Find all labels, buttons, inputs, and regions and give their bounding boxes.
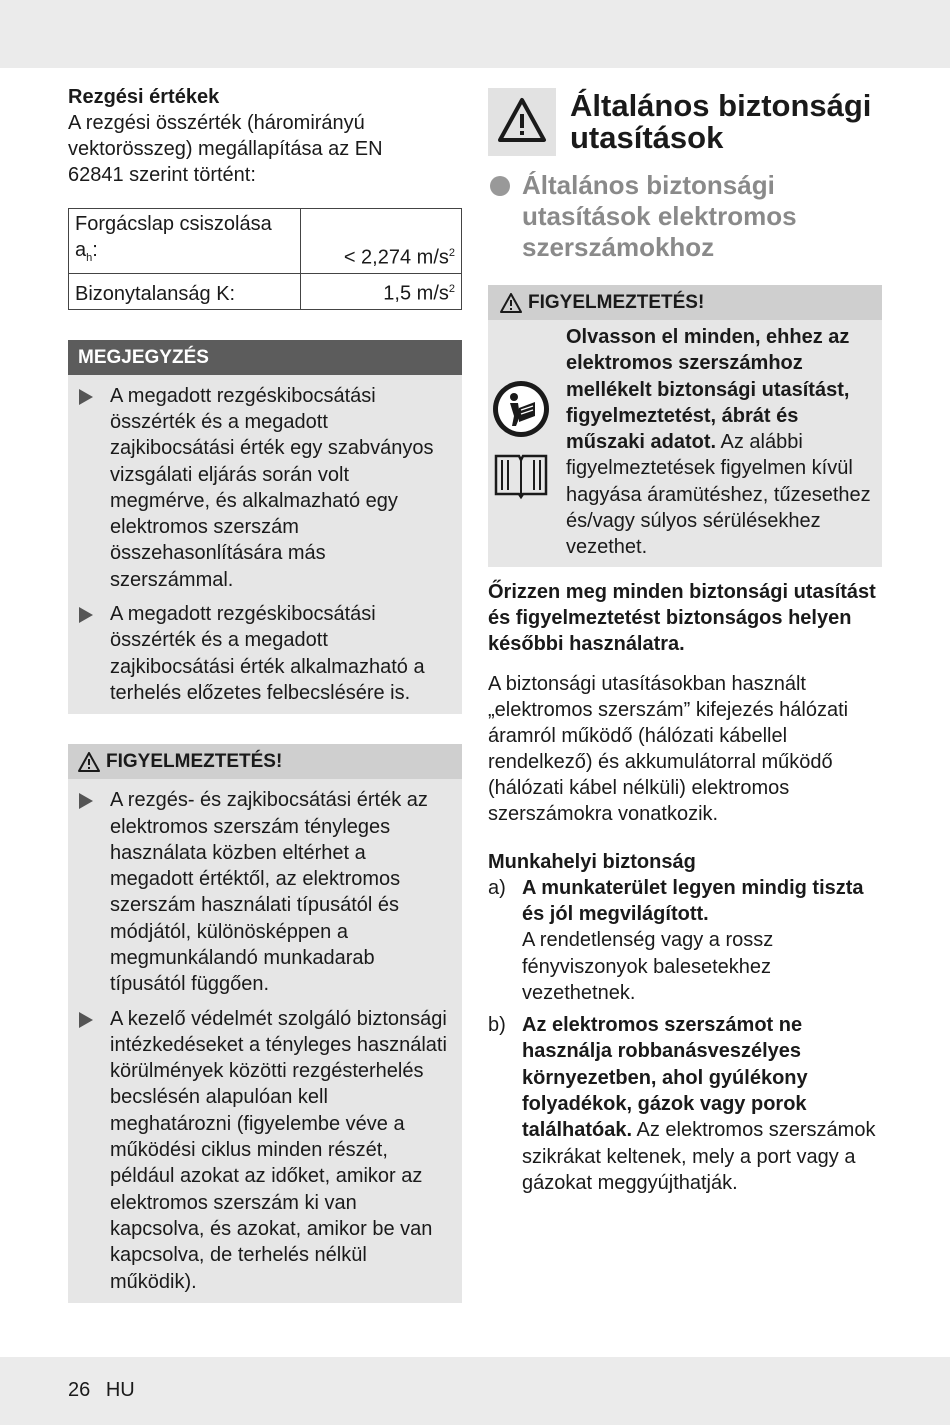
table-row	[69, 274, 462, 310]
note-title: MEGJEGYZÉS	[68, 340, 462, 375]
read-manual-icon	[492, 380, 550, 438]
table-cell-label: Forgácslap csiszolása $a_h$:	[69, 209, 301, 274]
right-column	[488, 84, 882, 1196]
vibration-heading: Rezgési értékek	[68, 86, 220, 108]
note-box	[68, 340, 462, 715]
list-item: a) A munkaterület legyen mindig tiszta és jól megvilágított. A rendetlenség vagy a rossz fényviszonyok balesetekhez vezethetnek.	[488, 876, 864, 1004]
workplace-heading: Munkahelyi biztonság	[488, 850, 696, 873]
triangle-bullet-icon	[79, 607, 93, 623]
definition-text: A biztonsági utasításokban használt „elektromos szerszám” kifejezés hálózati áramról működő (hálózati kábellel rendelkező) és akkumulátorral működő (hálózati kábel nélküli) elektromos szerszámokra vonatkozik.	[488, 672, 849, 825]
table-cell-value: < 2,274 $m/s^2$	[301, 209, 462, 274]
section-subtitle: Általános biztonsági utasítások elektromos szerszámokhoz	[488, 170, 882, 263]
page-number: 26	[68, 1379, 91, 1401]
warning-box	[68, 744, 462, 1303]
warning-icon	[488, 88, 556, 156]
list-item: A megadott rezgéskibocsátási összérték és a megadott zajkibocsátási érték alkalmazható a terhelés előzetes felbecslésére is.	[68, 601, 462, 706]
list-item: A kezelő védelmét szolgáló biztonsági intézkedéseket a tényleges használati körülmények közötti rezgésterhelés becslésén alapulóan kell meghatározni (figyelembe véve a működési ciklus minden részét, például azokat az időket, amikor az elektromos szerszám ki van kapcsolva, és azokat, amikor be van kapcsolva, de terhelés nélkül működik).	[68, 1006, 462, 1295]
warning-icon	[500, 293, 522, 313]
section-title-block	[488, 84, 882, 156]
bullet-dot-icon	[490, 176, 510, 196]
page-footer	[68, 1379, 145, 1402]
warning-text: Olvasson el minden, ehhez az elektromos szerszámhoz mellékelt biztonsági utasítást, figyelmeztetést, ábrát és műszaki adatot. Az alábbi figyelmeztetések figyelmen kívül hagyása áramütéshez, tűzesethez és/vagy súlyos sérülésekhez vezethet.	[488, 320, 882, 561]
page-title: Általános biztonsági utasítások	[570, 88, 872, 155]
left-column	[68, 84, 462, 1303]
vibration-intro: A rezgési összérték (háromirányú vektorösszeg) megállapítása az EN 62841 szerint történt:	[68, 112, 383, 186]
warning-box	[488, 285, 882, 567]
warning-header	[68, 744, 462, 779]
header-band	[0, 0, 950, 68]
vibration-table	[68, 208, 462, 310]
warning-title: FIGYELMEZTETÉS!	[528, 292, 705, 313]
table-cell-value: 1,5 $m/s^2$	[301, 274, 462, 310]
table-cell-label: Bizonytalanság K:	[69, 274, 301, 310]
warning-title: FIGYELMEZTETÉS!	[106, 751, 283, 773]
warning-icon	[78, 752, 100, 772]
language-code: HU	[105, 1379, 135, 1401]
triangle-bullet-icon	[79, 1012, 93, 1028]
list-item: b) Az elektromos szerszámot ne használja robbanásveszélyes környezetben, ahol gyúlékony folyadékok, gázok vagy porok találhatóak. Az elektromos szerszámok szikrákat keltenek, mely a port vagy a gázokat meggyújthatják.	[488, 1014, 876, 1194]
list-item: A rezgés- és zajkibocsátási érték az elektromos szerszám tényleges használata közben eltérhet a megadott értéktől, az elektromos szerszám használati típusától és módjától, különösképpen a megmunkálandó munkadarab típusától függően.	[68, 787, 462, 997]
triangle-bullet-icon	[79, 389, 93, 405]
keep-instructions: Őrizzen meg minden biztonsági utasítást és figyelmeztetést biztonságos helyen későbbi használatra.	[488, 580, 876, 655]
book-icon	[492, 450, 550, 500]
triangle-bullet-icon	[79, 793, 93, 809]
table-row	[69, 209, 462, 274]
list-item: A megadott rezgéskibocsátási összérték és a megadott zajkibocsátási érték egy szabványos vizsgálati eljárás során volt megmérve, és alkalmazható egy elektromos szerszám összehasonlítására más szerszámmal.	[68, 383, 462, 593]
warning-header	[488, 285, 882, 320]
